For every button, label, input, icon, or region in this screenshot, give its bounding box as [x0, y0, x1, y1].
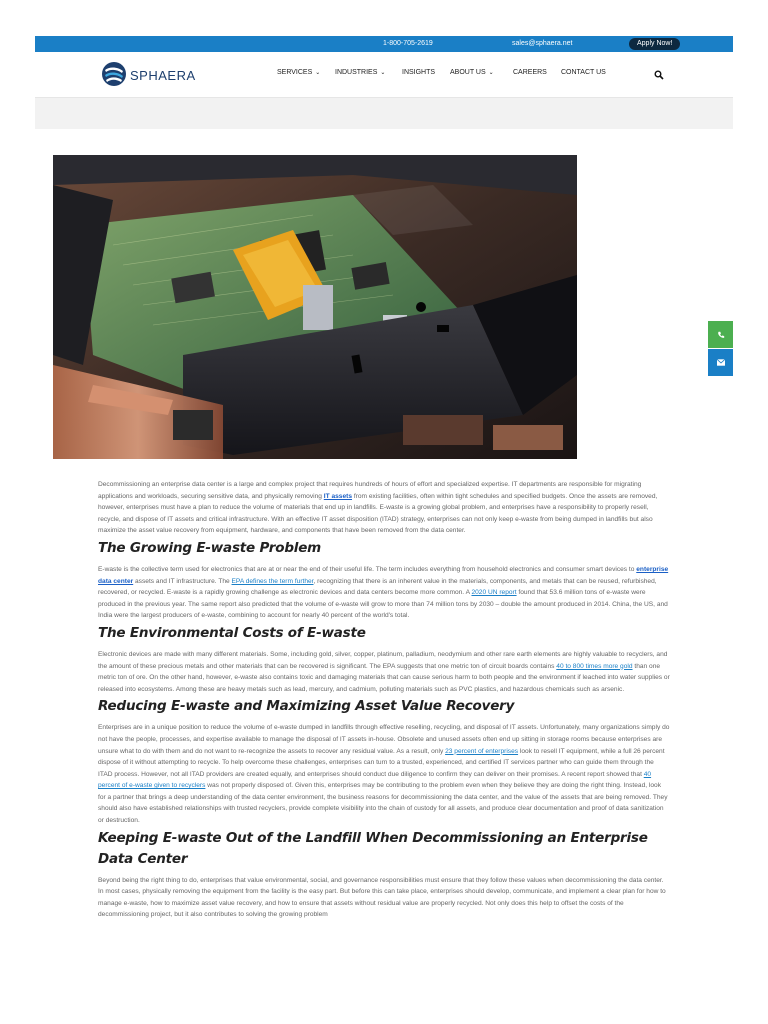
text: Electronic devices are made with many different materials. Some, including gold, silver, copper, platinum, palladium, neodymium and other rare earth elements are highly valuable to recyclers, and the amount of these precious metals and other materials that can be recovered is significant. The EPA suggests that one metric ton of circuit boards contains — [98, 650, 668, 670]
site-header — [35, 52, 733, 96]
text: than one metric ton of ore. On the other hand, however, e-waste also contains toxic and damaging materials that can cause serious harm to both people and the environment if leached into water supplies or released into ecosystems. Among these are heavy metals such as lead, mercury, and cadmium, polluting materials such as PVC plastics, and hazardous chemicals such as arsenic. — [98, 662, 670, 693]
keeping-ewaste-paragraph — [98, 875, 670, 921]
nav-contact-us[interactable] — [561, 69, 606, 76]
chevron-down-icon: ⌄ — [315, 70, 321, 76]
chevron-down-icon: ⌄ — [380, 70, 386, 76]
nav-industries[interactable] — [335, 69, 385, 76]
nav-label: INDUSTRIES — [335, 69, 378, 76]
nav-careers[interactable] — [513, 69, 547, 76]
nav-label: CONTACT US — [561, 69, 606, 76]
text: E-waste is the collective term used for electronics that are at or near the end of their useful life. The term includes everything from household electronics and consumer smart devices to — [98, 565, 637, 573]
nav-label: SERVICES — [277, 69, 313, 76]
mail-icon — [717, 359, 725, 366]
reducing-ewaste-paragraph — [98, 722, 670, 826]
epa-defines-link[interactable]: EPA defines the term further — [231, 577, 314, 585]
text: assets and IT infrastructure. The — [133, 577, 232, 585]
nav-label: CAREERS — [513, 69, 547, 76]
page-title-band — [35, 97, 733, 129]
text: Beyond being the right thing to do, enterprises that value environmental, social, and governance responsibilities must ensure that they follow these values when decommissioning the data center. In most cases, physically removing the equipment from the facility is the easy part. But before this can take place, enterprises should develop, communicate, and implement a clear plan for how to manage e-waste, how to maximize asset value recovery, and how to ensure that assets without residual value are properly recycled. Not only does this help to offset the costs of the decommissioning project, but it also contributes to solving the growing problem — [98, 876, 666, 919]
hero-image — [53, 155, 577, 459]
heading-growing-ewaste: The Growing E-waste Problem — [98, 539, 322, 556]
text: found that 53.6 million tons of e-waste were produced in the previous year. The same report also predicted that the volume of e-waste will grow to more than 74 million tons by 2030 – double the amount produced in 2014. China, the US, and India were the largest producers of e-waste, combining to account for nearly 40 percent of the world's total. — [98, 589, 668, 620]
text: from existing facilities, often within tight schedules and specified budgets. Once the assets are removed, however, enterprises must have a plan to reduce the volume of materials that end up in landfills. E-waste is a growing global problem, and enterprises have a responsibility to properly resell, recycle, and dispose of IT assets and critical infrastructure. With an effective IT asset disposition (ITAD) strategy, enterprises can not only keep e-waste from being dumped in landfills but also maximize the asset value recovery from equipment, hardware, and components that have been removed from the data center. — [98, 492, 658, 535]
floating-mail-button[interactable] — [708, 349, 733, 376]
search-icon[interactable] — [654, 70, 664, 80]
it-assets-link[interactable]: IT assets — [323, 492, 353, 500]
phone-link[interactable]: 1-800-705-2619 — [383, 40, 433, 47]
nav-about-us[interactable] — [450, 69, 494, 76]
nav-insights[interactable] — [402, 69, 435, 76]
brand-name: SPHAERA — [130, 68, 196, 83]
article-body — [98, 479, 670, 921]
text: Enterprises are in a unique position to reduce the volume of e-waste dumped in landfills through effective reselling, recycling, and disposal of IT assets. Unfortunately, many organizations simply do not have the people, processes, and expertise available to manage the disposal of IT assets in-house. Obsolete and unused assets often end up sitting in storage rooms because enterprises are unsure what to do with them and do not want to re-recognize the assets to recover any residual value. As a result, only — [98, 724, 670, 755]
nav-label: ABOUT US — [450, 69, 486, 76]
enterprises-percent-link[interactable]: 23 percent of enterprises — [445, 747, 519, 755]
more-gold-link[interactable]: 40 to 800 times more gold — [556, 662, 633, 670]
laptop-internals-illustration — [53, 155, 577, 459]
heading-keeping-ewaste-out: Keeping E-waste Out of the Landfill When Decommissioning an Enterprise Data Center — [98, 829, 648, 867]
email-link[interactable]: sales@sphaera.net — [512, 40, 573, 47]
text: look to resell IT equipment, while a full 26 percent dispose of it without attempting to recycle. To help overcome these challenges, enterprises can turn to a trusted, experienced, and certified IT services partner who can guide them through the ITAD process. However, not all ITAD providers are created equally, and enterprises should conduct due diligence to confirm they can deliver on their promises. A recent report showed that — [98, 747, 665, 778]
heading-reducing-ewaste: Reducing E-waste and Maximizing Asset Value Recovery — [98, 698, 515, 715]
logo-mark-icon — [101, 61, 127, 87]
floating-phone-button[interactable] — [708, 321, 733, 348]
phone-icon — [717, 331, 725, 339]
sphaera-logo[interactable] — [101, 61, 211, 87]
text: , recognizing that there is an inherent value in the materials, components, and metals that can be reused, refurbished, recovered, or recycled. E-waste is a rapidly growing challenge as electronic devices and data centers become more common. A — [98, 577, 657, 597]
enterprise-data-center-link[interactable]: enterprise data center — [98, 565, 669, 585]
un-report-link[interactable]: 2020 UN report — [471, 589, 517, 597]
chevron-down-icon: ⌄ — [488, 70, 494, 76]
apply-now-button[interactable]: Apply Now! — [629, 38, 680, 50]
heading-environmental-costs: The Environmental Costs of E-waste — [98, 624, 366, 641]
top-contact-bar — [35, 36, 733, 52]
text: Decommissioning an enterprise data center is a large and complex project that requires hundreds of hours of effort and specialized expertise. IT departments are responsible for migrating applications and workloads, securing sensitive data, and physically removing — [98, 481, 642, 500]
nav-services[interactable] — [277, 69, 320, 76]
recyclers-percent-link[interactable]: 40 percent of e-waste given to recyclers — [98, 770, 652, 790]
intro-paragraph — [98, 479, 670, 537]
environmental-costs-paragraph — [98, 649, 670, 695]
ewaste-problem-paragraph — [98, 564, 670, 622]
nav-label: INSIGHTS — [402, 69, 436, 76]
text: was not properly disposed of. Given this, enterprises may be contributing to the problem even when they believe they are doing the right thing. Instead, look for a partner that brings a deep understanding of the data center environment, the business reasons for decommissioning the data center, and the value of the assets that are being removed. They should also have established relationships with trusted recyclers, provide complete visibility into the chain of custody for all assets, and produce clear documentation and proof of data sanitization or destruction. — [98, 782, 668, 825]
